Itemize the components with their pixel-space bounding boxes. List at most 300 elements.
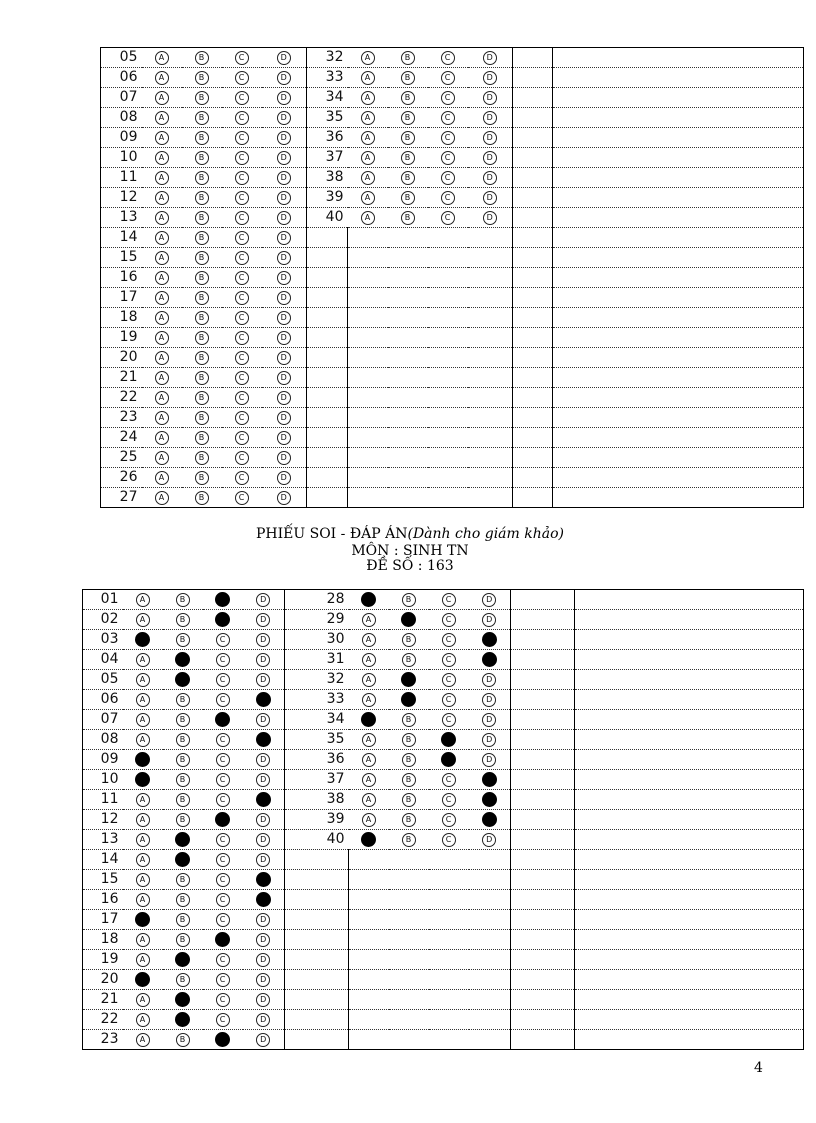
bubble-d[interactable]: D (482, 673, 496, 687)
bubble-c[interactable]: C (235, 91, 249, 105)
empty-cell (575, 650, 804, 670)
bubble-b[interactable]: B (176, 693, 190, 707)
bubble-a[interactable]: A (155, 351, 169, 365)
bubble-c[interactable]: C (235, 391, 249, 405)
bubble-d[interactable]: D (483, 171, 497, 185)
bubble-c[interactable]: C (441, 191, 455, 205)
bubble-b[interactable]: B (195, 71, 209, 85)
bubble-d[interactable]: D (277, 451, 291, 465)
bubble-b[interactable]: B (401, 191, 415, 205)
bubble-b[interactable]: B (176, 733, 190, 747)
bubble-a[interactable]: A (155, 91, 169, 105)
bubble-d[interactable]: D (277, 491, 291, 505)
bubble-b[interactable]: B (195, 431, 209, 445)
filled-bubble-d[interactable]: D (482, 772, 497, 787)
bubble-c[interactable]: C (442, 833, 456, 847)
bubble-b[interactable]: B (402, 653, 416, 667)
bubble-a[interactable]: A (155, 191, 169, 205)
bubble-c[interactable]: C (216, 993, 230, 1007)
bubble-d[interactable]: D (482, 753, 496, 767)
bubble-d[interactable]: D (277, 311, 291, 325)
bubble-d[interactable]: D (277, 91, 291, 105)
bubble-c[interactable]: C (216, 1013, 230, 1027)
bubble-a[interactable]: A (362, 813, 376, 827)
bubble-c[interactable]: C (442, 673, 456, 687)
bubble-b[interactable]: B (402, 833, 416, 847)
bubble-d[interactable]: D (277, 251, 291, 265)
bubble-c[interactable]: C (442, 713, 456, 727)
bubble-b[interactable]: B (176, 893, 190, 907)
bubble-b[interactable]: B (195, 91, 209, 105)
bubble-d[interactable]: D (256, 753, 270, 767)
bubble-a[interactable]: A (136, 993, 150, 1007)
bubble-d[interactable]: D (256, 653, 270, 667)
bubble-a[interactable]: A (155, 291, 169, 305)
bubble-d[interactable]: D (277, 171, 291, 185)
bubble-c[interactable]: C (442, 793, 456, 807)
bubble-b[interactable]: B (401, 131, 415, 145)
bubble-b[interactable]: B (195, 191, 209, 205)
bubble-c[interactable]: C (235, 131, 249, 145)
bubble-a[interactable]: A (155, 331, 169, 345)
bubble-a[interactable]: A (136, 893, 150, 907)
bubble-b[interactable]: B (176, 613, 190, 627)
filled-bubble-b[interactable]: B (175, 952, 190, 967)
bubble-d[interactable]: D (277, 331, 291, 345)
filled-bubble-a[interactable]: A (135, 752, 150, 767)
bubble-b[interactable]: B (176, 933, 190, 947)
bubble-c[interactable]: C (235, 451, 249, 465)
bubble-b[interactable]: B (401, 91, 415, 105)
bubble-a[interactable]: A (155, 211, 169, 225)
bubble-d[interactable]: D (277, 231, 291, 245)
bubble-a[interactable]: A (362, 653, 376, 667)
bubble-b[interactable]: B (402, 593, 416, 607)
bubble-c[interactable]: C (441, 151, 455, 165)
table-row (101, 248, 804, 268)
empty-cell (513, 448, 553, 468)
filled-bubble-b[interactable]: B (175, 672, 190, 687)
option-cell (182, 328, 222, 348)
filled-bubble-d[interactable]: D (482, 652, 497, 667)
bubble-b[interactable]: B (176, 633, 190, 647)
bubble-d[interactable]: D (277, 131, 291, 145)
bubble-c[interactable]: C (216, 693, 230, 707)
empty-cell (513, 68, 553, 88)
filled-bubble-c[interactable]: C (215, 812, 230, 827)
empty-cell (511, 870, 575, 890)
filled-bubble-d[interactable]: D (256, 892, 271, 907)
bubble-a[interactable]: A (155, 251, 169, 265)
bubble-d[interactable]: D (277, 391, 291, 405)
bubble-b[interactable]: B (195, 391, 209, 405)
bubble-c[interactable]: C (216, 733, 230, 747)
bubble-c[interactable]: C (216, 853, 230, 867)
bubble-c[interactable]: C (235, 251, 249, 265)
bubble-b[interactable]: B (401, 111, 415, 125)
bubble-b[interactable]: B (176, 973, 190, 987)
bubble-a[interactable]: A (155, 51, 169, 65)
bubble-a[interactable]: A (362, 693, 376, 707)
bubble-b[interactable]: B (401, 71, 415, 85)
filled-bubble-b[interactable]: B (175, 832, 190, 847)
question-number: 25 (101, 448, 142, 468)
bubble-b[interactable]: B (176, 773, 190, 787)
bubble-c[interactable]: C (442, 693, 456, 707)
bubble-a[interactable]: A (361, 111, 375, 125)
bubble-c[interactable]: C (216, 873, 230, 887)
bubble-b[interactable]: B (195, 251, 209, 265)
bubble-d[interactable]: D (277, 351, 291, 365)
bubble-a[interactable]: A (361, 51, 375, 65)
bubble-d[interactable]: D (256, 853, 270, 867)
bubble-c[interactable]: C (235, 351, 249, 365)
filled-bubble-a[interactable]: A (135, 632, 150, 647)
filled-bubble-d[interactable]: D (256, 792, 271, 807)
bubble-c[interactable]: C (216, 673, 230, 687)
bubble-c[interactable]: C (216, 653, 230, 667)
bubble-a[interactable]: A (136, 593, 150, 607)
option-cell (163, 1010, 203, 1030)
bubble-a[interactable]: A (155, 271, 169, 285)
bubble-d[interactable]: D (277, 371, 291, 385)
bubble-c[interactable]: C (442, 613, 456, 627)
bubble-d[interactable]: D (277, 471, 291, 485)
bubble-b[interactable]: B (401, 151, 415, 165)
bubble-a[interactable]: A (362, 673, 376, 687)
bubble-d[interactable]: D (277, 211, 291, 225)
bubble-d[interactable]: D (482, 593, 496, 607)
bubble-a[interactable]: A (136, 673, 150, 687)
bubble-b[interactable]: B (176, 593, 190, 607)
bubble-b[interactable]: B (195, 371, 209, 385)
bubble-c[interactable]: C (235, 51, 249, 65)
bubble-a[interactable]: A (136, 653, 150, 667)
empty-cell (349, 850, 389, 870)
bubble-a[interactable]: A (155, 311, 169, 325)
bubble-b[interactable]: B (195, 411, 209, 425)
bubble-c[interactable]: C (216, 973, 230, 987)
bubble-a[interactable]: A (136, 733, 150, 747)
bubble-d[interactable]: D (256, 913, 270, 927)
bubble-a[interactable]: A (362, 733, 376, 747)
bubble-b[interactable]: B (176, 873, 190, 887)
bubble-c[interactable]: C (235, 491, 249, 505)
bubble-c[interactable]: C (216, 753, 230, 767)
bubble-a[interactable]: A (136, 953, 150, 967)
bubble-a[interactable]: A (136, 1033, 150, 1047)
filled-bubble-b[interactable]: B (175, 852, 190, 867)
filled-bubble-b[interactable]: B (175, 1012, 190, 1027)
bubble-a[interactable]: A (361, 191, 375, 205)
empty-cell (511, 590, 575, 610)
bubble-c[interactable]: C (235, 71, 249, 85)
bubble-c[interactable]: C (216, 793, 230, 807)
option-cell (203, 930, 243, 950)
bubble-a[interactable]: A (136, 713, 150, 727)
filled-bubble-a[interactable]: A (135, 912, 150, 927)
empty-cell (389, 910, 429, 930)
bubble-c[interactable]: C (235, 191, 249, 205)
bubble-c[interactable]: C (441, 211, 455, 225)
bubble-b[interactable]: B (176, 753, 190, 767)
filled-bubble-c[interactable]: C (441, 732, 456, 747)
option-cell (348, 68, 388, 88)
bubble-c[interactable]: C (441, 91, 455, 105)
filled-bubble-d[interactable]: D (256, 692, 271, 707)
bubble-c[interactable]: C (235, 431, 249, 445)
empty-cell (553, 488, 804, 508)
bubble-d[interactable]: D (277, 411, 291, 425)
bubble-a[interactable]: A (136, 813, 150, 827)
bubble-b[interactable]: B (195, 151, 209, 165)
option-cell (123, 950, 163, 970)
filled-bubble-a[interactable]: A (361, 712, 376, 727)
filled-bubble-b[interactable]: B (401, 672, 416, 687)
empty-cell (429, 1010, 469, 1030)
option-cell (203, 590, 243, 610)
bubble-d[interactable]: D (482, 693, 496, 707)
bubble-b[interactable]: B (176, 713, 190, 727)
bubble-b[interactable]: B (176, 1033, 190, 1047)
bubble-d[interactable]: D (483, 151, 497, 165)
bubble-b[interactable]: B (176, 913, 190, 927)
bubble-d[interactable]: D (277, 71, 291, 85)
bubble-a[interactable]: A (136, 853, 150, 867)
bubble-c[interactable]: C (441, 71, 455, 85)
bubble-d[interactable]: D (482, 833, 496, 847)
bubble-a[interactable]: A (155, 71, 169, 85)
bubble-b[interactable]: B (176, 793, 190, 807)
bubble-b[interactable]: B (195, 131, 209, 145)
option-cell (203, 710, 243, 730)
bubble-b[interactable]: B (195, 271, 209, 285)
bubble-a[interactable]: A (136, 613, 150, 627)
bubble-a[interactable]: A (155, 451, 169, 465)
filled-bubble-a[interactable]: A (361, 592, 376, 607)
bubble-d[interactable]: D (256, 613, 270, 627)
bubble-c[interactable]: C (235, 151, 249, 165)
bubble-b[interactable]: B (195, 491, 209, 505)
bubble-b[interactable]: B (402, 773, 416, 787)
bubble-c[interactable]: C (216, 893, 230, 907)
option-cell (262, 428, 307, 448)
filled-bubble-d[interactable]: D (256, 732, 271, 747)
bubble-a[interactable]: A (362, 633, 376, 647)
filled-bubble-a[interactable]: A (135, 772, 150, 787)
bubble-b[interactable]: B (195, 331, 209, 345)
bubble-d[interactable]: D (277, 271, 291, 285)
bubble-c[interactable]: C (235, 331, 249, 345)
bubble-b[interactable]: B (402, 793, 416, 807)
bubble-b[interactable]: B (402, 633, 416, 647)
bubble-a[interactable]: A (155, 411, 169, 425)
bubble-a[interactable]: A (136, 873, 150, 887)
bubble-b[interactable]: B (195, 211, 209, 225)
bubble-b[interactable]: B (401, 171, 415, 185)
bubble-d[interactable]: D (256, 833, 270, 847)
bubble-d[interactable]: D (483, 91, 497, 105)
bubble-c[interactable]: C (441, 51, 455, 65)
bubble-d[interactable]: D (256, 813, 270, 827)
bubble-b[interactable]: B (176, 813, 190, 827)
bubble-a[interactable]: A (155, 151, 169, 165)
bubble-b[interactable]: B (195, 471, 209, 485)
bubble-b[interactable]: B (195, 351, 209, 365)
bubble-c[interactable]: C (235, 171, 249, 185)
filled-bubble-c[interactable]: C (215, 612, 230, 627)
bubble-a[interactable]: A (155, 431, 169, 445)
filled-bubble-a[interactable]: A (135, 972, 150, 987)
bubble-a[interactable]: A (362, 613, 376, 627)
bubble-a[interactable]: A (361, 131, 375, 145)
bubble-a[interactable]: A (155, 471, 169, 485)
option-cell (388, 108, 428, 128)
filled-bubble-c[interactable]: C (215, 592, 230, 607)
bubble-d[interactable]: D (256, 1033, 270, 1047)
option-cell (262, 388, 307, 408)
filled-bubble-b[interactable]: B (401, 612, 416, 627)
bubble-a[interactable]: A (155, 491, 169, 505)
bubble-b[interactable]: B (402, 813, 416, 827)
bubble-c[interactable]: C (235, 291, 249, 305)
empty-cell (307, 328, 348, 348)
filled-bubble-d[interactable]: D (482, 632, 497, 647)
filled-bubble-d[interactable]: D (482, 812, 497, 827)
empty-cell (575, 990, 804, 1010)
filled-bubble-b[interactable]: B (175, 992, 190, 1007)
bubble-a[interactable]: A (362, 753, 376, 767)
option-cell (349, 590, 389, 610)
bubble-a[interactable]: A (136, 933, 150, 947)
filled-bubble-d[interactable]: D (256, 872, 271, 887)
bubble-c[interactable]: C (442, 653, 456, 667)
option-cell (243, 710, 285, 730)
bubble-c[interactable]: C (442, 633, 456, 647)
bubble-d[interactable]: D (277, 51, 291, 65)
filled-bubble-c[interactable]: C (215, 1032, 230, 1047)
bubble-a[interactable]: A (136, 833, 150, 847)
bubble-d[interactable]: D (277, 151, 291, 165)
bubble-a[interactable]: A (362, 773, 376, 787)
bubble-c[interactable]: C (442, 773, 456, 787)
bubble-c[interactable]: C (216, 833, 230, 847)
bubble-c[interactable]: C (441, 131, 455, 145)
bubble-c[interactable]: C (235, 311, 249, 325)
bubble-b[interactable]: B (401, 51, 415, 65)
bubble-a[interactable]: A (155, 371, 169, 385)
option-cell (123, 830, 163, 850)
bubble-b[interactable]: B (195, 171, 209, 185)
bubble-d[interactable]: D (483, 51, 497, 65)
bubble-a[interactable]: A (155, 391, 169, 405)
bubble-a[interactable]: A (361, 91, 375, 105)
bubble-d[interactable]: D (482, 613, 496, 627)
bubble-c[interactable]: C (216, 913, 230, 927)
bubble-d[interactable]: D (277, 291, 291, 305)
bubble-c[interactable]: C (216, 773, 230, 787)
bubble-b[interactable]: B (402, 753, 416, 767)
empty-cell (389, 990, 429, 1010)
bubble-d[interactable]: D (277, 431, 291, 445)
bubble-a[interactable]: A (362, 793, 376, 807)
bubble-d[interactable]: D (483, 131, 497, 145)
bubble-d[interactable]: D (483, 191, 497, 205)
bubble-b[interactable]: B (402, 733, 416, 747)
filled-bubble-b[interactable]: B (401, 692, 416, 707)
filled-bubble-c[interactable]: C (441, 752, 456, 767)
bubble-c[interactable]: C (235, 231, 249, 245)
filled-bubble-b[interactable]: B (175, 652, 190, 667)
bubble-b[interactable]: B (195, 291, 209, 305)
bubble-b[interactable]: B (195, 51, 209, 65)
bubble-d[interactable]: D (482, 733, 496, 747)
bubble-c[interactable]: C (235, 471, 249, 485)
bubble-d[interactable]: D (256, 1013, 270, 1027)
bubble-b[interactable]: B (195, 111, 209, 125)
bubble-d[interactable]: D (483, 111, 497, 125)
bubble-d[interactable]: D (256, 933, 270, 947)
bubble-c[interactable]: C (216, 633, 230, 647)
bubble-c[interactable]: C (216, 953, 230, 967)
bubble-b[interactable]: B (195, 451, 209, 465)
bubble-d[interactable]: D (277, 111, 291, 125)
bubble-c[interactable]: C (442, 593, 456, 607)
bubble-b[interactable]: B (195, 311, 209, 325)
bubble-d[interactable]: D (483, 71, 497, 85)
bubble-c[interactable]: C (441, 111, 455, 125)
bubble-c[interactable]: C (441, 171, 455, 185)
empty-cell (513, 188, 553, 208)
bubble-b[interactable]: B (401, 211, 415, 225)
bubble-b[interactable]: B (195, 231, 209, 245)
bubble-d[interactable]: D (256, 953, 270, 967)
bubble-d[interactable]: D (256, 993, 270, 1007)
bubble-a[interactable]: A (136, 793, 150, 807)
bubble-a[interactable]: A (361, 171, 375, 185)
filled-bubble-c[interactable]: C (215, 712, 230, 727)
filled-bubble-a[interactable]: A (361, 832, 376, 847)
bubble-c[interactable]: C (235, 111, 249, 125)
bubble-d[interactable]: D (482, 713, 496, 727)
bubble-d[interactable]: D (256, 593, 270, 607)
bubble-a[interactable]: A (361, 151, 375, 165)
bubble-d[interactable]: D (256, 973, 270, 987)
bubble-c[interactable]: C (235, 411, 249, 425)
bubble-a[interactable]: A (155, 111, 169, 125)
bubble-d[interactable]: D (483, 211, 497, 225)
bubble-d[interactable]: D (256, 673, 270, 687)
bubble-b[interactable]: B (402, 713, 416, 727)
bubble-c[interactable]: C (235, 371, 249, 385)
bubble-a[interactable]: A (155, 131, 169, 145)
bubble-d[interactable]: D (256, 713, 270, 727)
bubble-a[interactable]: A (361, 211, 375, 225)
bubble-a[interactable]: A (136, 1013, 150, 1027)
bubble-a[interactable]: A (361, 71, 375, 85)
filled-bubble-d[interactable]: D (482, 792, 497, 807)
bubble-c[interactable]: C (442, 813, 456, 827)
bubble-d[interactable]: D (256, 773, 270, 787)
bubble-a[interactable]: A (155, 171, 169, 185)
bubble-a[interactable]: A (136, 693, 150, 707)
bubble-d[interactable]: D (277, 191, 291, 205)
bubble-d[interactable]: D (256, 633, 270, 647)
filled-bubble-c[interactable]: C (215, 932, 230, 947)
bubble-c[interactable]: C (235, 271, 249, 285)
bubble-a[interactable]: A (155, 231, 169, 245)
bubble-c[interactable]: C (235, 211, 249, 225)
